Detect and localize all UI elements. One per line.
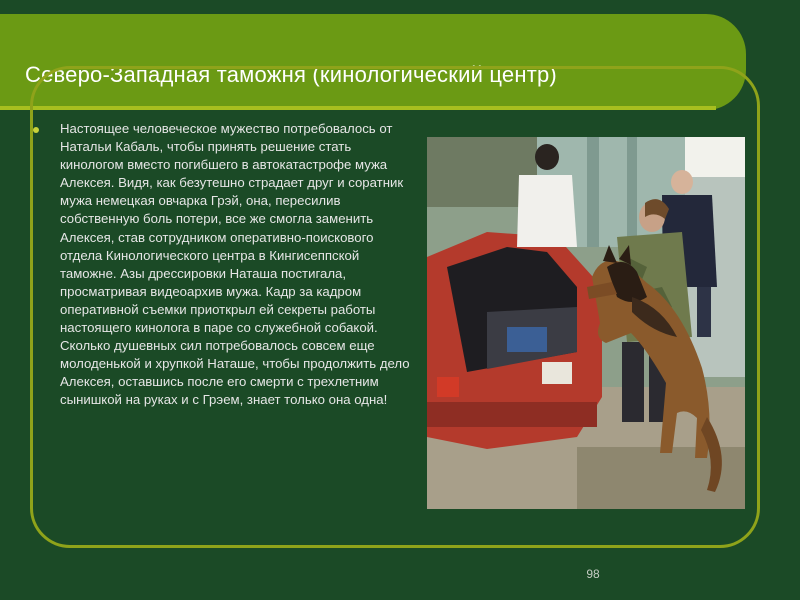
slide-title: Северо-Западная таможня (кинологический центр) xyxy=(25,62,557,87)
body-paragraph: Настоящее человеческое мужество потребовалось от Натальи Кабаль, чтобы принять решение стать кинологом вместо погибшего в автокатастрофе мужа Алексея. Видя, как безутешно страдает друг и соратник мужа немецкая овчарка Грэй, она, пересилив собственную боль потери, все же смогла заменить Алексея, став сотрудником оперативно-поискового отдела Кинологического центра в Кингисеппской таможне. Азы дрессировки Наташа постигала, просматривая видеоархив мужа. Кадр за кадром оперативной съемки приоткрыл ей секреты работы настоящего кинолога в паре со служебной собакой. Сколько душевных сил потребовалось совсем еще молоденькой и хрупкой Наташе, чтобы продолжить дело Алексея, оставшись после его смерти с трехлетним сынишкой на руках и с Грэем, знает только она одна! xyxy=(60,121,410,408)
photo-dog-inspection xyxy=(427,137,745,509)
bullet-icon xyxy=(33,127,39,133)
page-number: 98 xyxy=(586,567,600,581)
